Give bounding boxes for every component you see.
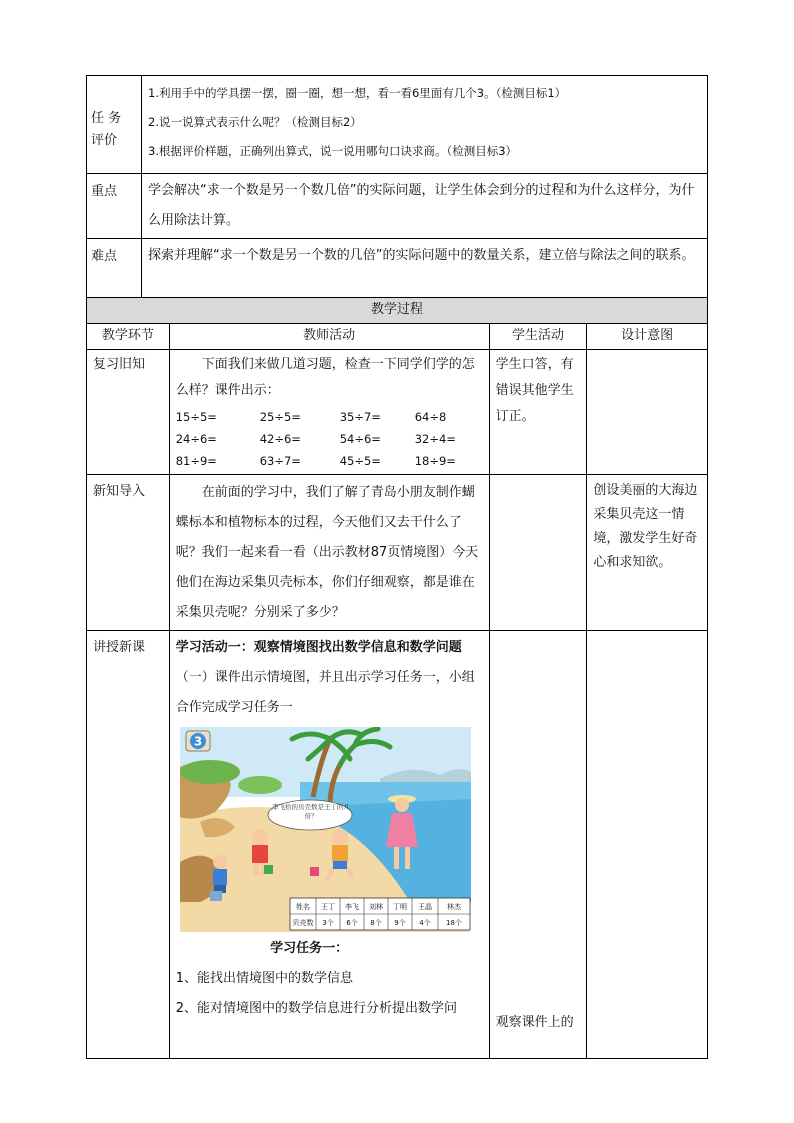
exercise-item: 32÷4= [414,432,456,446]
task-title: 学习任务一： [270,941,349,956]
review-stage: 复习旧知 [87,350,170,475]
exercise-item: 35÷7= [339,410,381,424]
scene-table-header: 王丁 [320,903,335,911]
new-lesson-teacher [169,631,489,1059]
scene-table-header: 丁明 [392,903,407,911]
scene-table-cell: 9个 [393,919,406,927]
review-intent [587,350,708,475]
process-title: 教学过程 [87,298,708,324]
teaching-process-table [86,297,708,1059]
scene-table-cell: 8个 [369,919,382,927]
scene-table-cell: 6个 [345,919,358,927]
scene-table-header: 王晶 [417,903,432,911]
exercise-item: 24÷6= [175,432,217,446]
exercise-item: 54÷6= [339,432,381,446]
eval-items-cell [142,76,708,174]
lesson-objectives-table [86,75,708,299]
new-lesson-intent [587,631,708,1059]
eval-label-cell [87,76,142,174]
eval-item-1: 1.利用手中的学具摆一摆，圈一圈，想一想，看一看6里面有几个3。（检测目标1） [148,86,567,100]
intro-student [489,475,587,631]
scene-badge-number: 3 [193,734,202,749]
exercise-item: 42÷6= [259,432,301,446]
scene-table-header: 李飞 [344,903,359,911]
scene-table-cell: 4个 [418,919,431,927]
header-intent: 设计意图 [587,324,708,350]
scene-illustration [180,727,471,932]
task-item-2: 2、能对情境图中的数学信息进行分析提出数学问 [175,1001,457,1016]
scene-table-header: 刘林 [368,903,383,911]
intro-stage: 新知导入 [87,475,170,631]
key-point-text: 学会解决“求一个数是另一个数几倍”的实际问题，让学生体会到分的过程和为什么这样分，为什么用除法计算。 [148,183,695,228]
exercise-item: 18÷9= [414,454,456,468]
exercise-item: 64÷8 [414,410,447,424]
eval-item-2: 2.说一说算式表示什么呢？（检测目标2） [148,115,362,129]
key-point-cell [142,174,708,239]
exercise-item: 81÷9= [175,454,217,468]
exercise-item: 45÷5= [339,454,381,468]
scene-table-cell: 3个 [321,919,334,927]
exercise-item: 63÷7= [259,454,301,468]
header-student: 学生活动 [489,324,587,350]
scene-table-cell: 贝壳数 [292,919,314,927]
difficulty-label: 难点 [91,249,118,264]
review-student: 学生口答，有错误其他学生订正。 [489,350,587,475]
activity-title: 学习活动一：观察情境图找出数学信息和数学问题 [175,640,462,655]
intro-teacher-text: 在前面的学习中，我们了解了青岛小朋友制作蝴蝶标本和植物标本的过程，今天他们又去干什么了呢？我们一起来看一看（出示教材87页情境图）今天他们在海边采集贝壳标本，你们仔细观察，都是谁在采集贝壳呢？分别采了多少？ [175,485,479,620]
speech-bubble-text: 李飞拾的贝壳数是王丁的几倍？ [271,803,350,820]
difficulty-text: 探索并理解“求一个数是另一个数的几倍”的实际问题中的数量关系，建立倍与除法之间的联系。 [148,248,695,263]
exercise-list [176,404,483,472]
scene-table-header: 姓名 [295,903,310,911]
review-teacher-cell [169,350,489,475]
intro-intent: 创设美丽的大海边采集贝壳这一情境，激发学生好奇心和求知欲。 [587,475,708,631]
exercise-item: 25÷5= [259,410,301,424]
review-intro: 下面我们来做几道习题，检查一下同学们学的怎么样？课件出示： [175,357,475,398]
difficulty-cell [142,239,708,299]
eval-label: 任 务 评价 [91,111,122,148]
new-lesson-student [489,631,587,1059]
difficulty-label-cell [87,239,142,299]
intro-teacher [169,475,489,631]
new-lesson-student-text: 观察课件上的 [495,1015,574,1030]
beach-scene [180,727,471,932]
exercise-item: 15÷5= [175,410,217,424]
task-item-1: 1、能找出情境图中的数学信息 [175,971,353,986]
exercise-row [176,450,483,472]
scene-table-header: 林杰 [446,903,461,911]
exercise-row [176,406,483,428]
header-teacher: 教师活动 [169,324,489,350]
scene-table-cell: 18个 [445,919,462,927]
key-point-label-cell [87,174,142,239]
header-stage: 教学环节 [87,324,170,350]
eval-item-3: 3.根据评价样题，正确列出算式，说一说用哪句口诀求商。（检测目标3） [148,144,518,158]
key-point-label: 重点 [91,184,118,199]
new-lesson-stage: 讲授新课 [87,631,170,1059]
step-1-text: （一）课件出示情境图，并且出示学习任务一，小组合作完成学习任务一 [175,670,475,715]
exercise-row [176,428,483,450]
